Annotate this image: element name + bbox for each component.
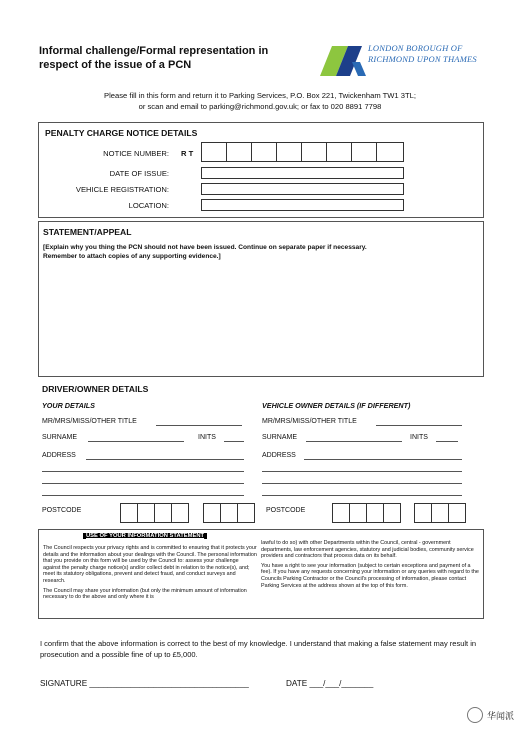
owner-surname-label: SURNAME — [262, 434, 298, 441]
owner-address-line-4[interactable] — [262, 495, 462, 496]
your-inits-field[interactable] — [224, 441, 244, 442]
logo-text — [368, 43, 477, 65]
privacy-statement-box — [38, 529, 484, 619]
privacy-left-p2: The Council may share your information (but only the minimum amount of information necessary to do the above and only where it is — [43, 587, 247, 601]
owner-postcode-box[interactable] — [431, 503, 449, 523]
pcn-heading: PENALTY CHARGE NOTICE DETAILS — [45, 128, 198, 138]
title-line-1: Informal challenge/Formal representation in — [39, 45, 269, 57]
owner-title-field[interactable] — [376, 425, 462, 426]
owner-postcode-box[interactable] — [383, 503, 401, 523]
logo-line-1: LONDON BOROUGH OF — [368, 43, 463, 53]
owner-address-line-2[interactable] — [262, 471, 462, 472]
owner-postcode-label: POSTCODE — [266, 507, 306, 514]
your-postcode-box[interactable] — [237, 503, 255, 523]
privacy-right-column — [261, 540, 479, 589]
owner-inits-label: INITS — [410, 434, 428, 441]
notice-digit-box[interactable] — [251, 142, 277, 162]
your-postcode-box[interactable] — [203, 503, 221, 523]
notice-digit-box[interactable] — [351, 142, 377, 162]
watermark-text: 华闻派 — [486, 710, 514, 721]
your-address-line-2[interactable] — [42, 471, 244, 472]
your-postcode-box[interactable] — [154, 503, 172, 523]
owner-postcode-box[interactable] — [332, 503, 350, 523]
owner-postcode-box[interactable] — [448, 503, 466, 523]
notice-digit-box[interactable] — [226, 142, 252, 162]
your-postcode-box[interactable] — [120, 503, 138, 523]
form-title — [39, 44, 299, 72]
privacy-right-p2: You have a right to see your information (subject to certain exceptions and payment of a fee). If you have any requests concerning your information or any queries with regard to the Councils Parking Contractor or the Council's processing of information, please contact Parking Services at the address shown at the top of this form. — [261, 562, 479, 589]
owner-address-line-3[interactable] — [262, 483, 462, 484]
location-field[interactable] — [201, 199, 404, 211]
instructions-line-1: Please fill in this form and return it to Parking Services, P.O. Box 221, Twickenham TW1 3TL; — [104, 91, 416, 100]
privacy-left-column — [43, 545, 257, 601]
instructions — [40, 90, 480, 112]
confirmation-text: I confirm that the above information is correct to the best of my knowledge. I understand that making a false statement may result in prosecution and a possible fine of up to £5,000. — [40, 639, 477, 659]
driver-heading: DRIVER/OWNER DETAILS — [42, 384, 149, 394]
your-postcode-box[interactable] — [171, 503, 189, 523]
pcn-details-section — [38, 122, 484, 218]
your-inits-label: INITS — [198, 434, 216, 441]
owner-surname-field[interactable] — [306, 441, 402, 442]
notice-digit-box[interactable] — [201, 142, 227, 162]
your-postcode-box[interactable] — [220, 503, 238, 523]
notice-digit-box[interactable] — [326, 142, 352, 162]
statement-instruction-2: Remember to attach copies of any supporting evidence.] — [43, 253, 221, 260]
owner-postcode-box[interactable] — [414, 503, 432, 523]
your-title-field[interactable] — [156, 425, 242, 426]
your-address-label: ADDRESS — [42, 452, 76, 459]
owner-details-heading: VEHICLE OWNER DETAILS (IF DIFFERENT) — [262, 401, 411, 410]
your-surname-label: SURNAME — [42, 434, 78, 441]
owner-address-line-1[interactable] — [304, 459, 462, 460]
your-surname-field[interactable] — [88, 441, 184, 442]
your-postcode-box[interactable] — [137, 503, 155, 523]
owner-title-label: MR/MRS/MISS/OTHER TITLE — [262, 418, 357, 425]
statement-heading: STATEMENT/APPEAL — [43, 227, 132, 237]
privacy-left-p1: The Council respects your privacy rights and is committed to ensuring that it protects your details and the information about your dealings with the Council. The personal information that you provide on this form will be used by the Council to: assess your challenge against the penalty charge notice(s) and/or collect debt in relation to the notice(s), and; meet its statutory obligations, prevent and detect fraud, and conduct surveys and research. — [43, 545, 257, 584]
privacy-right-p1: lawful to do so) with other Departments within the Council, central - government departments, law enforcement agencies, statutory and judicial bodies, community service providers and contractors that process data on its behalf. — [261, 540, 474, 560]
notice-digit-box[interactable] — [301, 142, 327, 162]
watermark-icon — [467, 707, 483, 723]
title-line-2: respect of the issue of a PCN — [39, 59, 192, 71]
statement-instructions — [43, 243, 473, 261]
owner-postcode-box[interactable] — [349, 503, 367, 523]
date-of-issue-label: DATE OF ISSUE: — [109, 169, 169, 178]
notice-digit-box[interactable] — [376, 142, 404, 162]
notice-number-input[interactable] — [201, 142, 404, 162]
vehicle-registration-field[interactable] — [201, 183, 404, 195]
owner-address-label: ADDRESS — [262, 452, 296, 459]
statement-instruction-1: [Explain why you thing the PCN should not have been issued. Continue on separate paper if necessary. — [43, 244, 367, 251]
your-address-line-4[interactable] — [42, 495, 244, 496]
notice-number-label: NOTICE NUMBER: — [103, 149, 169, 158]
signature-field[interactable]: SIGNATURE ___________________________________ — [40, 679, 249, 688]
your-address-line-1[interactable] — [86, 459, 244, 460]
owner-postcode-box[interactable] — [366, 503, 384, 523]
date-field[interactable]: DATE ___/___/_______ — [286, 679, 374, 688]
vehicle-registration-label: VEHICLE REGISTRATION: — [75, 185, 169, 194]
your-details-heading: YOUR DETAILS — [42, 401, 95, 410]
logo-line-2: RICHMOND UPON THAMES — [368, 54, 477, 64]
location-label: LOCATION: — [128, 201, 169, 210]
statement-section[interactable] — [38, 221, 484, 377]
your-title-label: MR/MRS/MISS/OTHER TITLE — [42, 418, 137, 425]
instructions-line-2: or scan and email to parking@richmond.gov.uk; or fax to 020 8891 7798 — [138, 102, 382, 111]
your-postcode-label: POSTCODE — [42, 507, 82, 514]
your-address-line-3[interactable] — [42, 483, 244, 484]
date-of-issue-field[interactable] — [201, 167, 404, 179]
notice-prefix: R T — [181, 149, 194, 158]
watermark — [467, 707, 514, 723]
notice-digit-box[interactable] — [276, 142, 302, 162]
privacy-heading: USE OF YOUR INFORMATION STATEMENT — [83, 533, 207, 539]
owner-inits-field[interactable] — [436, 441, 458, 442]
